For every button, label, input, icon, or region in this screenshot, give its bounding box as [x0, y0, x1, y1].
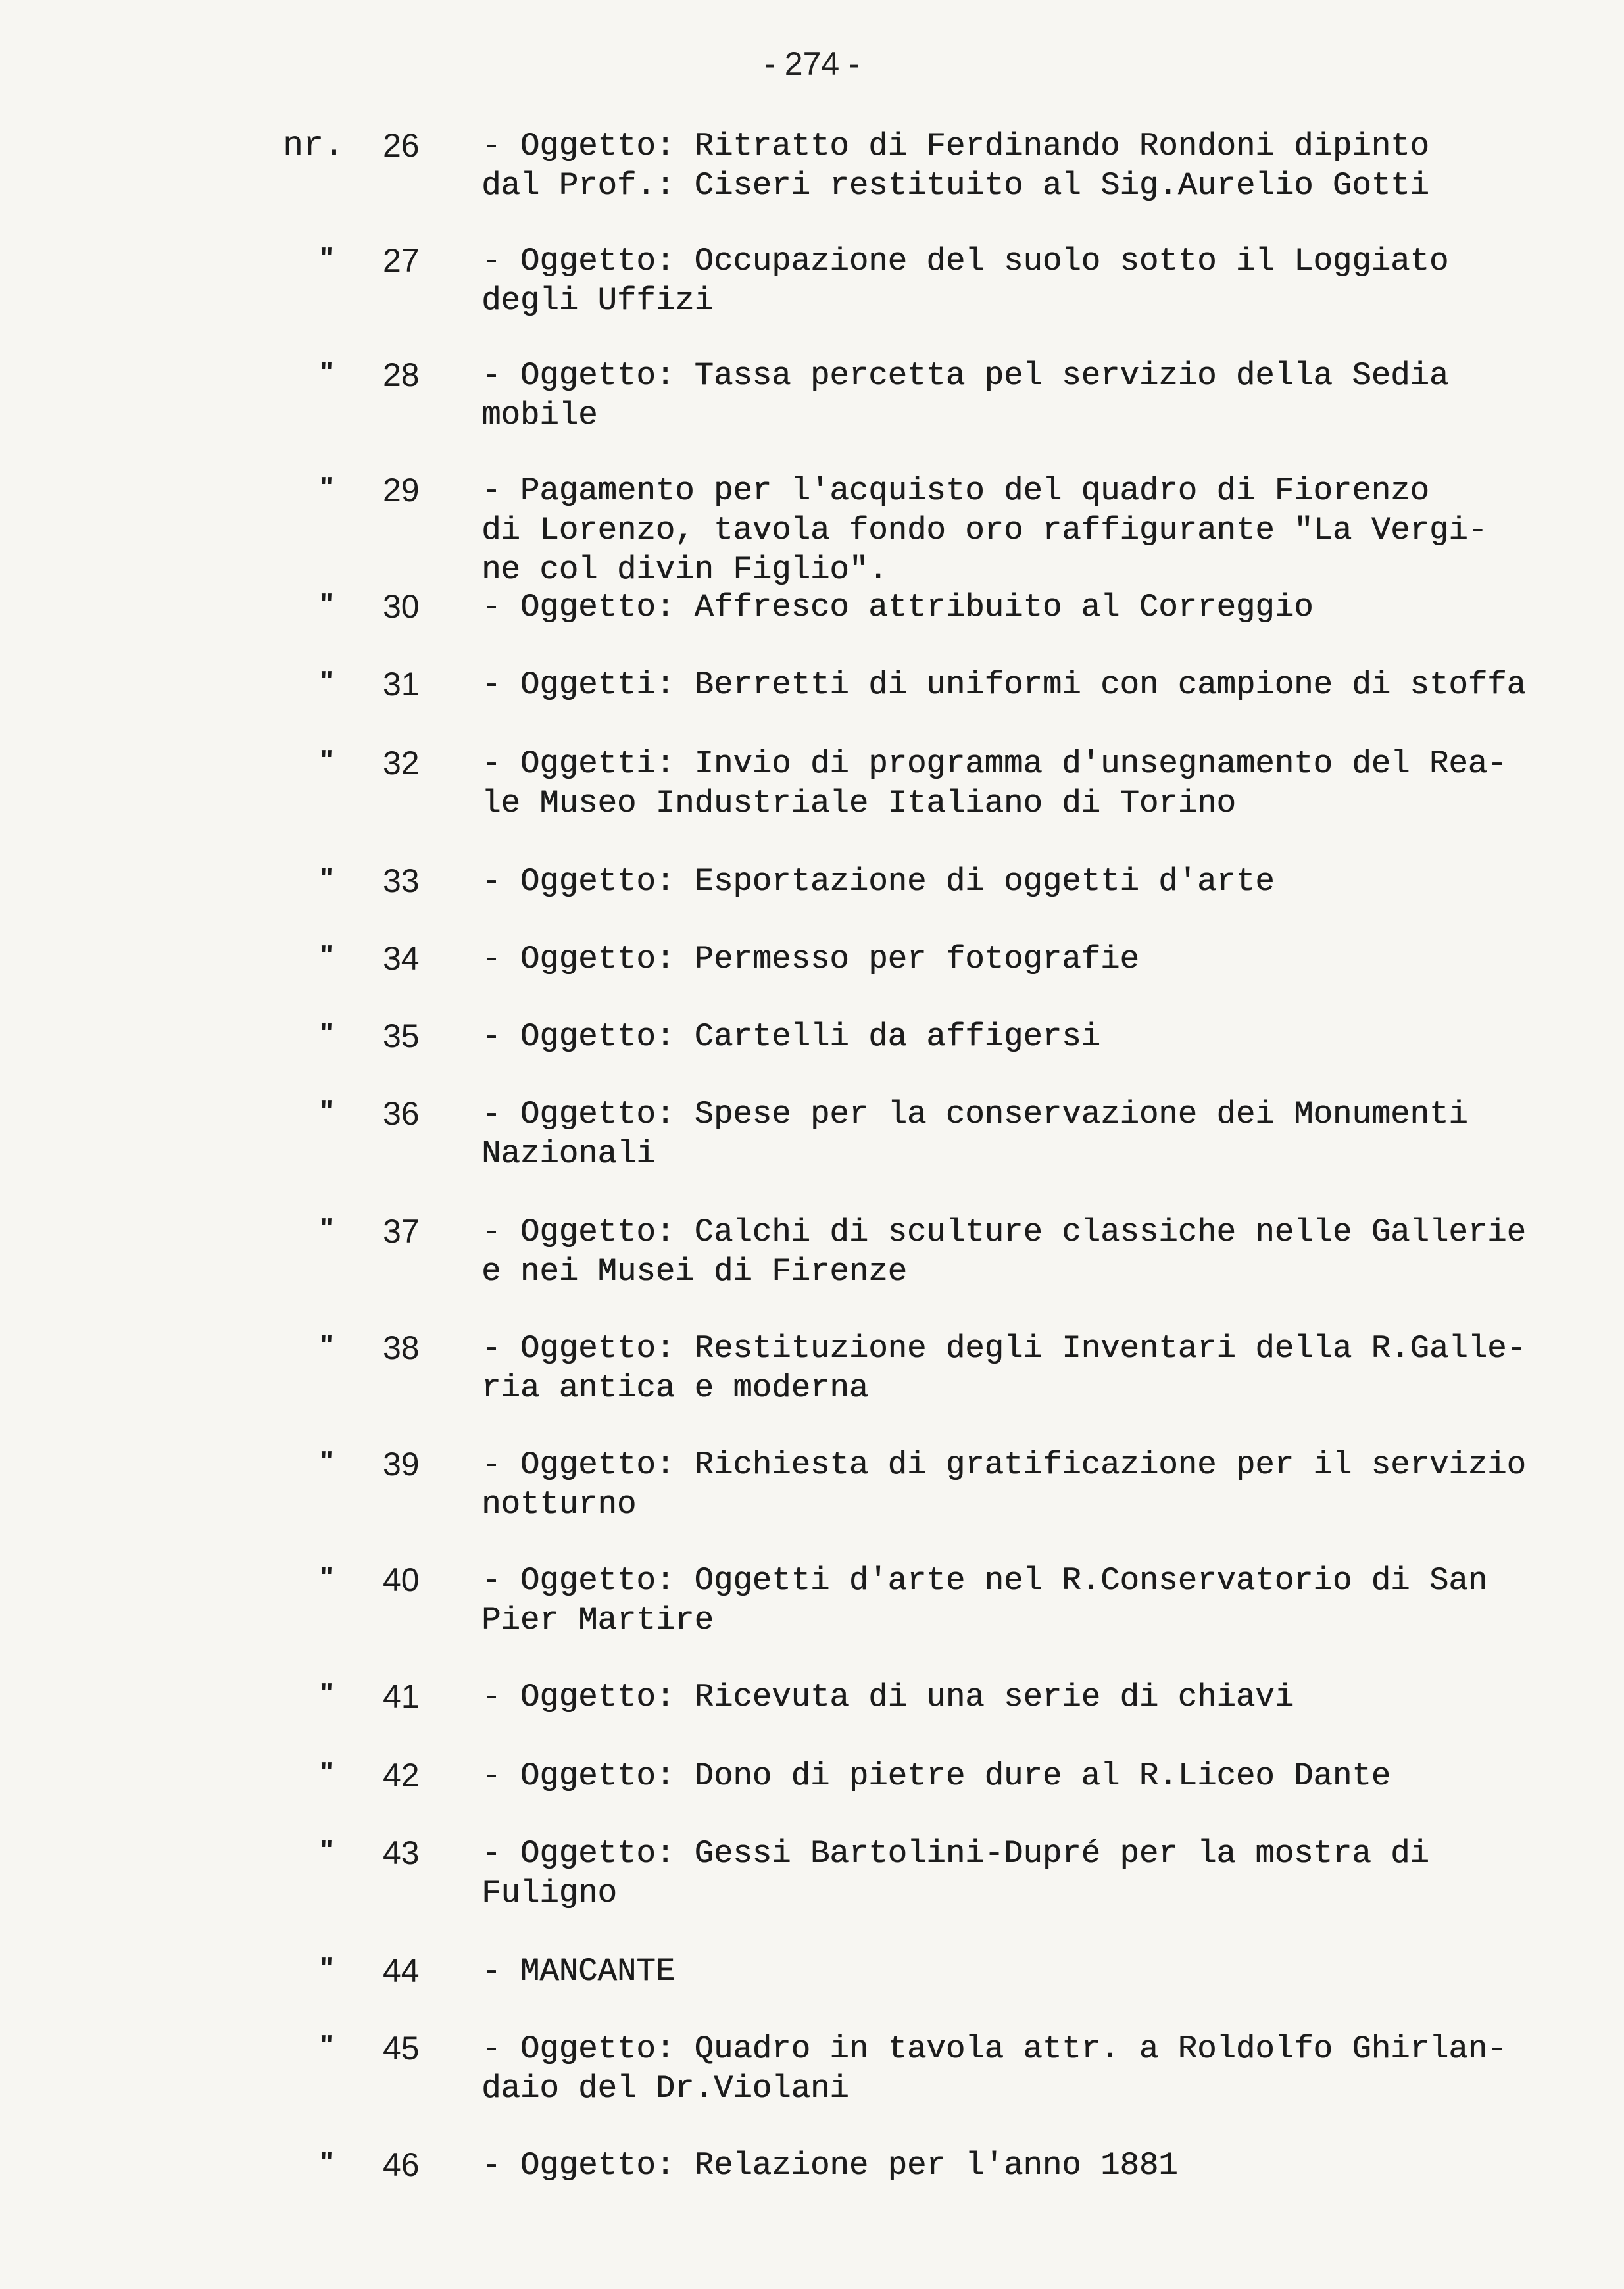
ditto-mark: " [320, 2146, 333, 2178]
entry-number: 33 [383, 862, 420, 899]
ditto-mark: " [320, 1329, 333, 1361]
entry-number: 28 [383, 357, 420, 393]
entry-line: ria antica e moderna [481, 1369, 869, 1406]
ditto-mark: " [320, 1834, 333, 1866]
entry-description [481, 2029, 1560, 2108]
entry-line: degli Uffizi [481, 282, 714, 319]
entry-number: 36 [383, 1095, 420, 1132]
ditto-mark: " [320, 2029, 333, 2061]
entry-number: 35 [383, 1018, 420, 1054]
ditto-mark: " [320, 471, 333, 503]
ditto-mark: " [320, 356, 333, 388]
ditto-mark: " [320, 744, 333, 776]
entry-description [481, 2146, 1560, 2185]
ditto-mark: " [320, 1952, 333, 1984]
entry-description [481, 1834, 1560, 1913]
entry-number: 32 [383, 745, 420, 781]
entry-line: le Museo Industriale Italiano di Torino [481, 785, 1236, 822]
entry-line: - Oggetto: Relazione per l'anno 1881 [481, 2147, 1178, 2184]
entry-number: 31 [383, 666, 420, 702]
entry-description [481, 862, 1560, 901]
entry-number: 43 [383, 1834, 420, 1871]
entry-description [481, 1095, 1560, 1173]
entry-description [481, 471, 1560, 589]
entry-number: 38 [383, 1329, 420, 1366]
entry-line: - Oggetto: Spese per la conservazione dei Monumenti [481, 1096, 1468, 1133]
entry-description [481, 1561, 1560, 1640]
entry-description [481, 587, 1560, 627]
entry-line: - Oggetto: Quadro in tavola attr. a Roldolfo Ghirlan- [481, 2031, 1507, 2067]
ditto-mark: " [320, 1561, 333, 1593]
entry-number: 27 [383, 242, 420, 279]
entry-number: 44 [383, 1952, 420, 1989]
entry-number: 40 [383, 1562, 420, 1598]
ditto-mark: " [320, 241, 333, 274]
entry-line: e nei Musei di Firenze [481, 1253, 907, 1290]
entry-line: - Oggetto: Ricevuta di una serie di chiavi [481, 1679, 1294, 1715]
entry-description [481, 1212, 1560, 1291]
entry-line: di Lorenzo, tavola fondo oro raffigurante "La Vergi- [481, 512, 1488, 549]
entry-description [481, 1756, 1560, 1796]
entry-description [481, 1952, 1560, 1991]
entry-number: 42 [383, 1757, 420, 1794]
entry-line: - Oggetto: Esportazione di oggetti d'arte [481, 863, 1275, 900]
entry-description [481, 126, 1560, 205]
entry-line: - Pagamento per l'acquisto del quadro di Fiorenzo [481, 472, 1429, 509]
ditto-mark: " [320, 1756, 333, 1788]
ditto-mark: " [320, 1095, 333, 1127]
entry-line: - Oggetto: Tassa percetta pel servizio della Sedia [481, 357, 1449, 394]
entry-number: 39 [383, 1446, 420, 1483]
entry-description [481, 356, 1560, 435]
entry-number: 29 [383, 472, 420, 508]
entry-line: dal Prof.: Ciseri restituito al Sig.Aurelio Gotti [481, 167, 1429, 204]
entry-line: - Oggetto: Restituzione degli Inventari della R.Galle- [481, 1330, 1526, 1367]
ditto-mark: " [320, 1445, 333, 1477]
entry-line: - Oggetto: Dono di pietre dure al R.Liceo Dante [481, 1758, 1391, 1794]
entry-description [481, 1445, 1560, 1524]
entry-line: - Oggetto: Oggetti d'arte nel R.Conservatorio di San [481, 1562, 1488, 1599]
entry-line: daio del Dr.Violani [481, 2070, 849, 2107]
ditto-mark: " [320, 862, 333, 894]
entry-description [481, 744, 1560, 823]
entry-line: - MANCANTE [481, 1953, 676, 1990]
ditto-mark: " [320, 939, 333, 972]
entry-line: Fuligno [481, 1875, 617, 1911]
ditto-mark: " [320, 587, 333, 620]
entry-description [481, 1677, 1560, 1717]
entry-number: 34 [383, 940, 420, 977]
ditto-mark: " [320, 665, 333, 697]
entry-description [481, 939, 1560, 979]
entry-line: - Oggetto: Calchi di sculture classiche nelle Gallerie [481, 1214, 1526, 1250]
entry-number: 30 [383, 588, 420, 625]
entry-line: - Oggetto: Occupazione del suolo sotto il Loggiato [481, 243, 1449, 280]
entry-number: 37 [383, 1213, 420, 1250]
ditto-mark: " [320, 1017, 333, 1049]
entry-number: 26 [383, 127, 420, 164]
entry-line: - Oggetto: Ritratto di Ferdinando Rondoni dipinto [481, 128, 1429, 164]
entry-line: - Oggetti: Berretti di uniformi con campione di stoffa [481, 666, 1526, 703]
entry-line: Nazionali [481, 1135, 656, 1172]
entry-line: - Oggetto: Richiesta di gratificazione per il servizio [481, 1446, 1526, 1483]
page-number: - 274 - [764, 45, 860, 82]
entry-description [481, 241, 1560, 320]
entry-line: ne col divin Figlio". [481, 551, 888, 588]
entry-line: - Oggetto: Gessi Bartolini-Dupré per la mostra di [481, 1835, 1429, 1872]
entry-line: - Oggetto: Permesso per fotografie [481, 941, 1139, 977]
entry-number: 45 [383, 2030, 420, 2067]
entry-prefix: nr. [283, 126, 345, 165]
entry-description [481, 1017, 1560, 1056]
entry-number: 41 [383, 1678, 420, 1715]
ditto-mark: " [320, 1212, 333, 1244]
entry-line: - Oggetti: Invio di programma d'unsegnamento del Rea- [481, 745, 1507, 782]
entry-description [481, 1329, 1560, 1408]
entry-line: Pier Martire [481, 1602, 714, 1638]
ditto-mark: " [320, 1677, 333, 1710]
entry-description [481, 665, 1560, 704]
entry-line: - Oggetto: Affresco attribuito al Correggio [481, 589, 1314, 626]
entry-line: mobile [481, 397, 598, 433]
entry-number: 46 [383, 2146, 420, 2183]
entry-line: - Oggetto: Cartelli da affigersi [481, 1018, 1100, 1055]
entry-line: notturno [481, 1486, 637, 1523]
